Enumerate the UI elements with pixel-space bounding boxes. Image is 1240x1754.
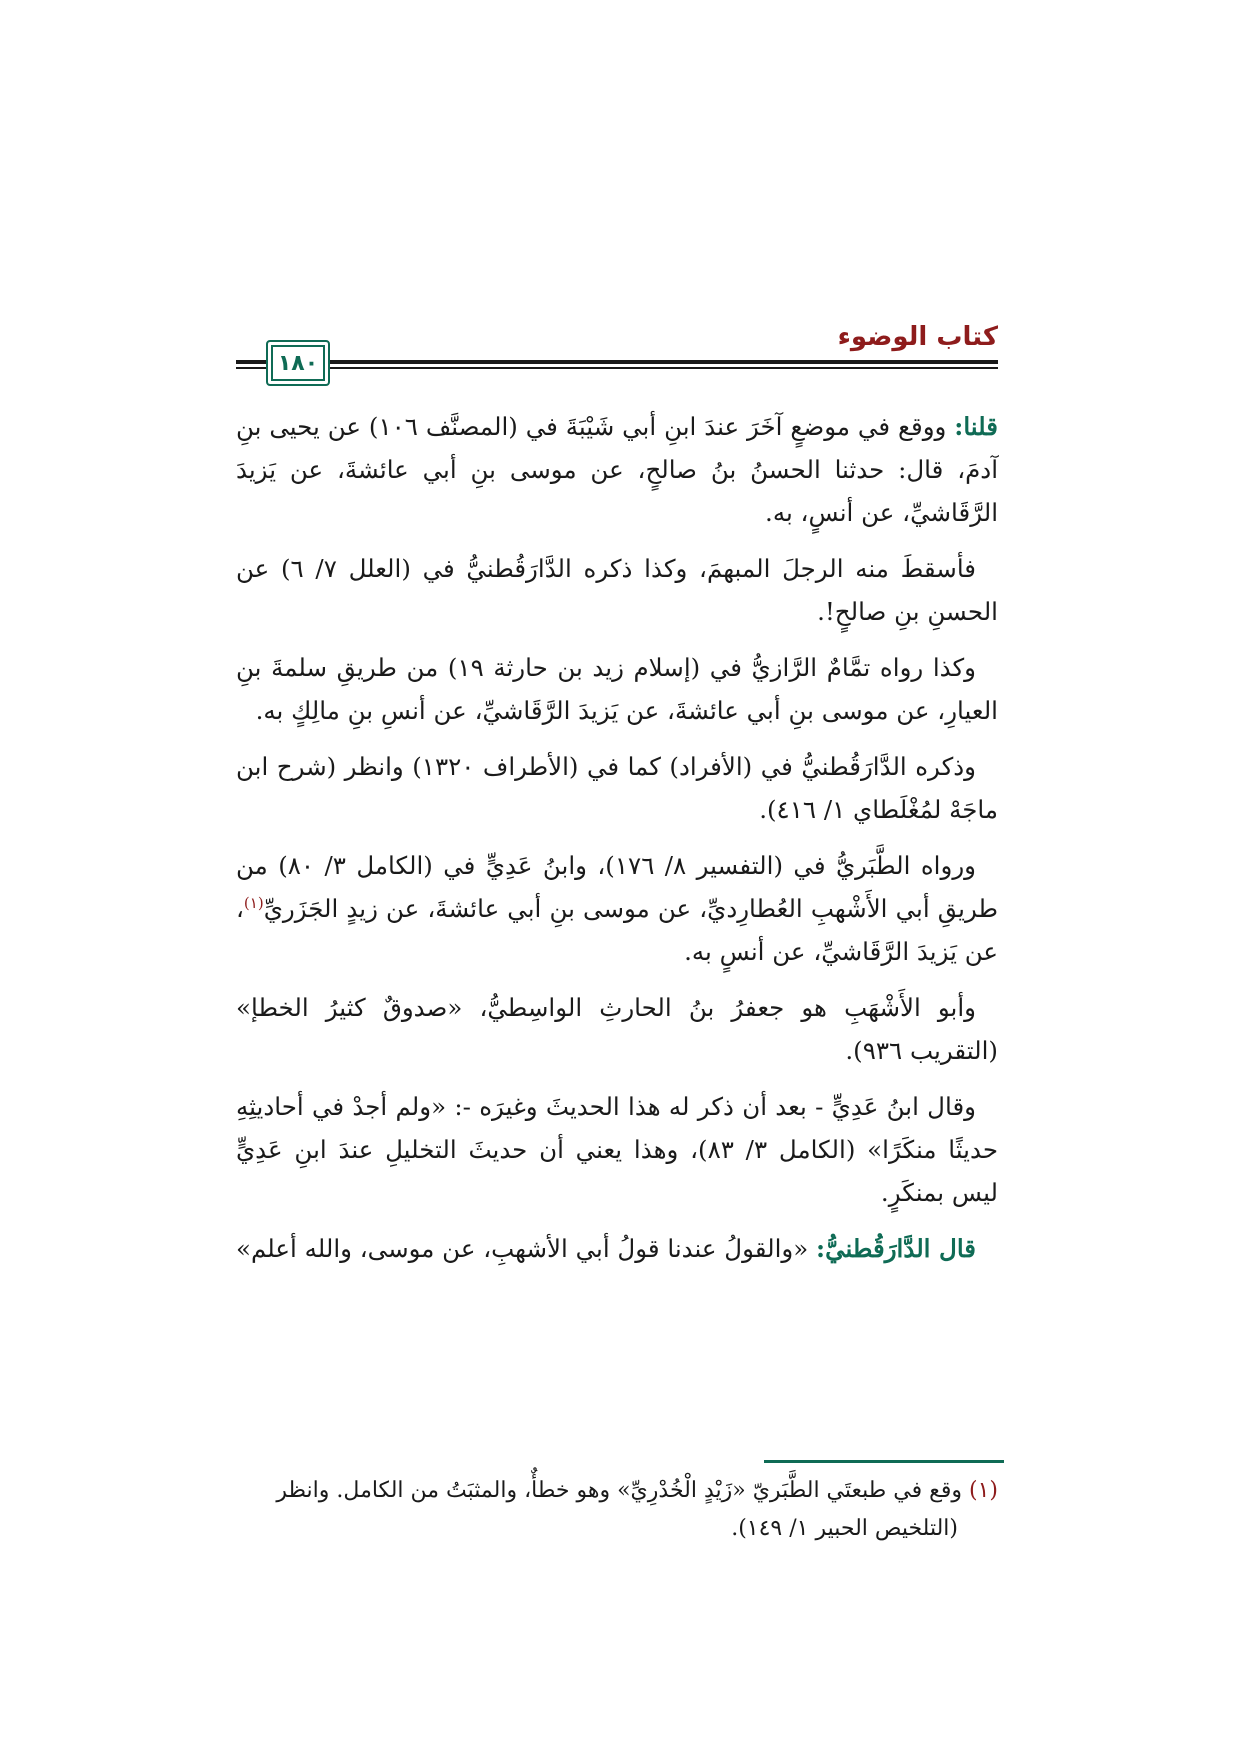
page-number: ١٨٠ <box>277 350 319 376</box>
header-rule-thick <box>236 360 998 364</box>
paragraph-4: وذكره الدَّارَقُطنيُّ في (الأفراد) كما في (الأطراف ١٣٢٠) وانظر (شرح ابن ماجَهْ لمُغْلَطاي ١/ ٤١٦). <box>236 752 998 824</box>
main-text <box>236 405 998 1283</box>
footnote-line-1 <box>236 1472 998 1510</box>
footnote-reference[interactable]: (١) <box>243 893 264 912</box>
paragraph-1 <box>236 405 998 534</box>
page-number-badge <box>266 340 330 386</box>
paragraph-5-text-b: ، عن يَزيدَ الرَّقَاشيِّ، عن أنسٍ به. <box>236 894 998 966</box>
footnote-text-1: وقع في طبعتَي الطَّبَريّ «زَيْدٍ الْخُدْرِيِّ» وهو خطأٌ، والمثبَتُ من الكامل. وانظر <box>276 1478 969 1503</box>
paragraph-7: وقال ابنُ عَدِيٍّ - بعد أن ذكر له هذا الحديثَ وغيرَه -: «ولم أجدْ في أحاديثِهِ حديثًا منكَرًا» (الكامل ٣/ ٨٣)، وهذا يعني أن حديثَ التخليلِ عندَ ابنِ عَدِيٍّ ليس بمنكَرٍ. <box>236 1092 998 1207</box>
paragraph-5-text-a: ورواه الطَّبَريُّ في (التفسير ٨/ ١٧٦)، وابنُ عَدِيٍّ في (الكامل ٣/ ٨٠) من طريقِ أبي الأَشْهبِ العُطارِديِّ، عن موسى بنِ أبي عائشةَ، عن زيدٍ الجَزَريِّ <box>236 851 998 923</box>
book-title: كتاب الوضوء <box>837 322 998 352</box>
footnote-number: (١) <box>968 1478 998 1503</box>
footnote-divider <box>764 1460 1004 1463</box>
paragraph-8-text: «والقولُ عندنا قولُ أبي الأشهبِ، عن موسى، والله أعلم» <box>235 1234 817 1263</box>
footnote-line-2: (التلخيص الحبير ١/ ١٤٩). <box>731 1516 958 1541</box>
paragraph-8 <box>236 1227 998 1270</box>
paragraph-3: وكذا رواه تمَّامٌ الرَّازيُّ في (إسلام زيد بن حارثة ١٩) من طريقِ سلمةَ بنِ العيارِ، عن موسى بنِ أبي عائشةَ، عن يَزيدَ الرَّقَاشيِّ، عن أنسِ بنِ مالِكٍ به. <box>236 653 998 725</box>
lead-word-daraqutni: قال الدَّارَقُطنيُّ: <box>816 1234 976 1263</box>
lead-word-qulna: قلنا: <box>954 412 999 441</box>
footnote <box>236 1472 998 1548</box>
paragraph-6: وأبو الأَشْهَبِ هو جعفرُ بنُ الحارثِ الواسِطيُّ، «صدوقٌ كثيرُ الخطإ» (التقريب ٩٣٦). <box>236 993 998 1065</box>
page-header <box>236 322 998 382</box>
header-rule-thin <box>236 367 998 369</box>
paragraph-5 <box>236 844 998 973</box>
paragraph-2: فأسقطَ منه الرجلَ المبهمَ، وكذا ذكره الدَّارَقُطنيُّ في (العلل ٧/ ٦) عن الحسنِ بنِ صالحٍ!. <box>236 554 998 626</box>
paragraph-1-text: ووقع في موضعٍ آخَرَ عندَ ابنِ أبي شَيْبَةَ في (المصنَّف ١٠٦) عن يحيى بنِ آدمَ، قال: حدثنا الحسنُ بنُ صالحٍ، عن موسى بنِ أبي عائشةَ، عن يَزيدَ الرَّقَاشيِّ، عن أنسٍ، به. <box>236 412 998 527</box>
